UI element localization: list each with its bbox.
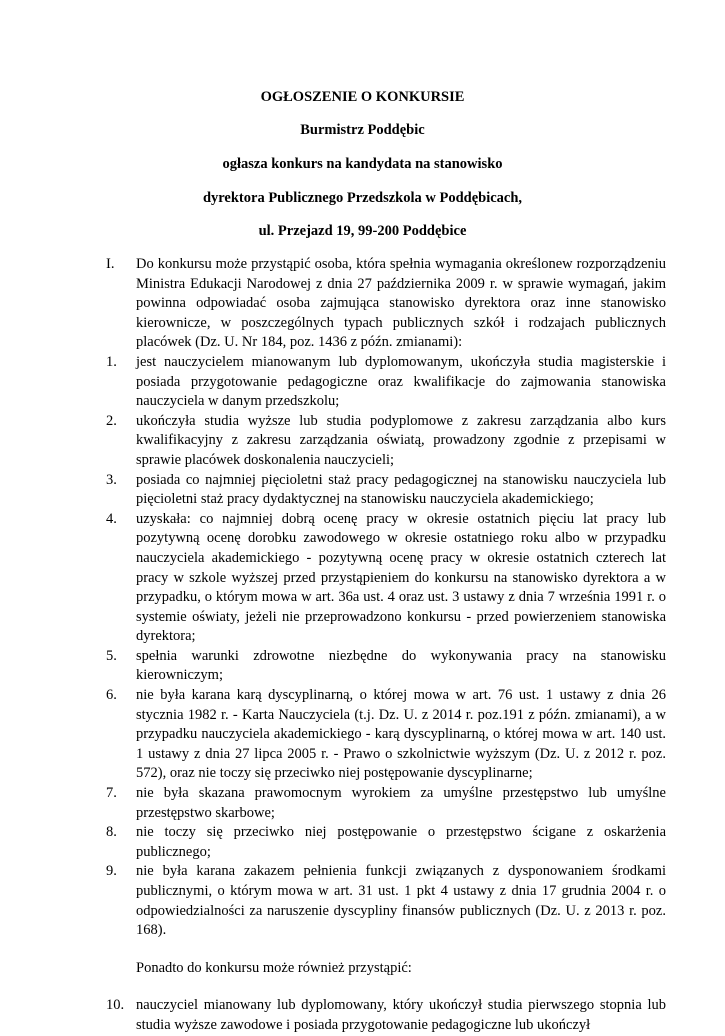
requirement-item [106,823,666,862]
requirement-marker: 10. [106,997,125,1014]
requirement-item [106,784,666,823]
requirement-item [106,510,666,647]
requirement-item [106,471,666,510]
requirement-item-10 [106,996,666,1035]
requirement-marker: 6. [106,687,117,704]
requirement-text: jest nauczycielem mianowanym lub dyplomowanym, ukończyła studia magisterskie i posiada przygotowanie pedagogiczne oraz kwalifikacje do zajmowania stanowiska nauczyciela w danym przedszkolu; [136,353,666,410]
requirement-text: nie była karana zakazem pełnienia funkcji związanych z dysponowaniem środkami publicznymi, o którym mowa w art. 31 ust. 1 pkt 4 ustawy z dnia 17 grudnia 2004 r. o odpowiedzialności za naruszenie dyscypliny finansów publicznych (Dz. U. z 2013 r. poz. 168). [136,863,666,939]
requirement-text: ukończyła studia wyższe lub studia podyplomowe z zakresu zarządzania albo kurs kwalifikacyjny z zakresu zarządzania oświatą, prowadzony zgodnie z przepisami w sprawie placówek doskonalenia nauczycieli; [136,412,666,468]
position-heading: dyrektora Publicznego Przedszkola w Poddębicach, [202,190,523,206]
requirement-text: nauczyciel mianowany lub dyplomowany, który ukończył studia pierwszego stopnia lub studia wyższe zawodowe i posiada przygotowanie pedagogiczne lub ukończył [136,997,666,1033]
requirement-item [106,353,666,412]
requirement-item [106,862,666,940]
also-eligible-paragraph: Ponadto do konkursu może również przystąpić: [136,959,412,976]
requirement-marker: 9. [106,863,117,880]
requirement-text: nie toczy się przeciwko niej postępowanie o przestępstwo ścigane z oskarżenia publicznego; [136,824,666,860]
requirement-marker: 4. [106,510,117,527]
requirement-text: nie była skazana prawomocnym wyrokiem za umyślne przestępstwo lub umyślne przestępstwo skarbowe; [136,785,666,821]
requirement-marker: 2. [106,412,117,429]
requirement-item [106,412,666,471]
section-i-marker: I. [106,256,115,272]
address-heading: ul. Przejazd 19, 99-200 Poddębice [258,223,467,239]
document-body [106,255,666,1036]
requirement-marker: 5. [106,647,117,664]
requirement-text: spełnia warunki zdrowotne niezbędne do wykonywania pracy na stanowisku kierowniczym; [136,647,666,684]
requirement-marker: 7. [106,785,117,802]
section-i-text: Do konkursu może przystąpić osoba, która spełnia wymagania określonew rozporządzeniu Ministra Edukacji Narodowej z dnia 27 października 2009 r. w sprawie wymagań, jakim powinna odpowiadać osoba zajmująca stanowisko dyrektora oraz inne stanowisko kierownicze, w poszczególnych typach publicznych szkół i rodzajach publicznych placówek (Dz. U. Nr 184, poz. 1436 z późn. zmianami): [136,256,666,351]
requirement-text: uzyskała: co najmniej dobrą ocenę pracy w okresie ostatnich pięciu lat pracy lub pozytywną ocenę dorobku zawodowego w okresie ostatniego roku albo w przypadku nauczyciela akademickiego - pozytywną ocenę pracy w okresie ostatnich czterech lat pracy w szkole wyższej przed przystąpieniem do konkursu na stanowisko dyrektora a w przypadku, o którym mowa w art. 36a ust. 4 oraz ust. 3 ustawy z dnia 7 września 1991 r. o systemie oświaty, jeżeli nie przeprowadzono konkursu - przed powierzeniem stanowiska dyrektora; [136,510,666,645]
requirement-marker: 3. [106,471,117,488]
requirement-marker: 8. [106,824,117,841]
announces-heading: ogłasza konkurs na kandydata na stanowisko [222,156,503,172]
requirement-text: posiada co najmniej pięcioletni staż pracy pedagogicznej na stanowisku nauczyciela lub pięcioletni staż pracy dydaktycznej na stanowisku nauczyciela akademickiego; [136,471,666,508]
announcement-title: OGŁOSZENIE O KONKURSIE [260,89,465,105]
requirement-marker: 1. [106,353,117,370]
issuer-heading: Burmistrz Poddębic [300,122,425,138]
requirement-item [106,686,666,784]
requirement-item [106,647,666,686]
section-i [106,255,666,353]
requirement-text: nie była karana karą dyscyplinarną, o której mowa w art. 76 ust. 1 ustawy z dnia 26 stycznia 1982 r. - Karta Nauczyciela (t.j. Dz. U. z 2014 r. poz.191 z późn. zmianami), a w przypadku nauczyciela akademickiego - karą dyscyplinarną, o której mowa w art. 140 ust. 1 ustawy z dnia 27 lipca 2005 r. - Prawo o szkolnictwie wyższym (Dz. U. z 2012 r. poz. 572), oraz nie toczy się przeciwko niej postępowanie dyscyplinarne; [136,687,666,782]
